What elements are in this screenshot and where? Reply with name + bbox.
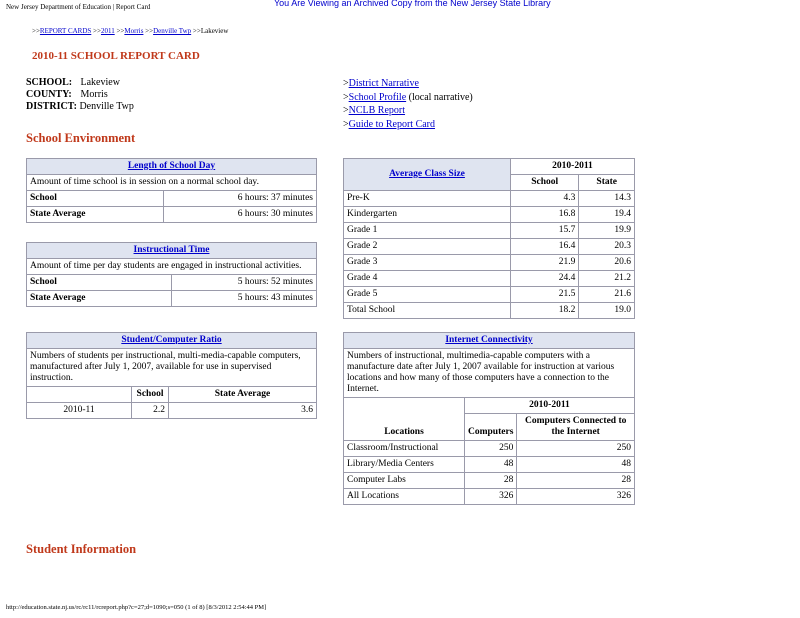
- link-school-profile[interactable]: School Profile: [348, 91, 407, 103]
- section-school-environment: School Environment: [26, 131, 136, 145]
- link-district-narrative[interactable]: District Narrative: [348, 78, 419, 89]
- table-row: Total School 18.2 19.0: [344, 303, 635, 319]
- internet-connectivity-table: Internet Connectivity Numbers of instructional, multimedia-capable computers with a manufacture date after July 1, 2007 available for instruction at various locations and how many of those computers have a connection to the Internet. Locations 2010-2011 Computers Computers Connected to the Internet Classroom/Instructional 250 250 Library/Media Centers 48 48 Computer Labs 28 28 All Locations 326 326: [343, 332, 635, 505]
- instructional-time-description: Amount of time per day students are engaged in instructional activities.: [27, 259, 317, 275]
- school-day-table: [26, 158, 317, 223]
- school-day-description: Amount of time school is in session on a normal school day.: [27, 175, 317, 191]
- county-label: COUNTY:: [26, 89, 72, 100]
- internet-title-link[interactable]: Internet Connectivity: [445, 335, 533, 345]
- internet-description: Numbers of instructional, multimedia-capable computers with a manufacture date after July 1, 2007 available for instruction at various locations and how many of those computers have a connection to the Internet.: [344, 349, 635, 398]
- instructional-time-title-link[interactable]: Instructional Time: [133, 245, 210, 255]
- table-row: Grade 3 21.9 20.6: [344, 255, 635, 271]
- table-row: All Locations 326 326: [344, 489, 635, 505]
- table-row: Kindergarten 16.8 19.4: [344, 207, 635, 223]
- table-row: Grade 5 21.5 21.6: [344, 287, 635, 303]
- district-name: Denville Twp: [79, 101, 134, 112]
- county-name: Morris: [80, 89, 108, 100]
- school-name: Lakeview: [80, 77, 120, 88]
- table-row: Library/Media Centers 48 48: [344, 457, 635, 473]
- page-title: 2010-11 SCHOOL REPORT CARD: [32, 50, 200, 62]
- page-footer-url: http://education.state.nj.us/rc/rc11/rcreport.php?c=27;d=1090;s=050 (1 of 8) [8/3/2012 2:54:44 PM]: [6, 604, 267, 611]
- table-row: State Average 6 hours: 30 minutes: [27, 207, 317, 223]
- computer-ratio-title-link[interactable]: Student/Computer Ratio: [121, 335, 222, 345]
- table-row: 2010-11 2.2 3.6: [27, 403, 317, 419]
- table-row: Grade 4 24.4 21.2: [344, 271, 635, 287]
- table-row: Grade 2 16.4 20.3: [344, 239, 635, 255]
- school-day-title-link[interactable]: Length of School Day: [127, 161, 216, 171]
- breadcrumb-current: Lakeview: [200, 27, 229, 35]
- breadcrumb-county[interactable]: Morris: [124, 27, 144, 35]
- computer-ratio-description: Numbers of students per instructional, multi-media-capable computers, manufactured after July 1, 2007, available for use in supervised instruction.: [27, 349, 317, 387]
- table-row: Grade 1 15.7 19.9: [344, 223, 635, 239]
- breadcrumb-district[interactable]: Denville Twp: [153, 27, 192, 35]
- breadcrumb-report-cards[interactable]: REPORT CARDS: [39, 27, 92, 35]
- table-row: School 6 hours: 37 minutes: [27, 191, 317, 207]
- class-size-table: Average Class Size 2010-2011 School State Pre-K 4.3 14.3 Kindergarten 16.8 19.4 Grade 1 15.7 19.9 Grade 2 16.4 20.3 Grade 3 21.9 20.6 Grade 4 24.4 21.2 Grade 5 21.5 21.6 Total School 18.2 19.0: [343, 158, 635, 319]
- instructional-time-table: [26, 242, 317, 307]
- computer-ratio-table: Student/Computer Ratio Numbers of students per instructional, multi-media-capable computers, manufactured after July 1, 2007, available for use in supervised instruction. School State Average 2010-11 2.2 3.6: [26, 332, 317, 419]
- district-label: DISTRICT:: [26, 101, 77, 112]
- table-row: Pre-K 4.3 14.3: [344, 191, 635, 207]
- link-nclb-report[interactable]: NCLB Report: [348, 105, 406, 116]
- table-row: Computer Labs 28 28: [344, 473, 635, 489]
- page-source-header: New Jersey Department of Education | Report Card: [6, 3, 151, 11]
- side-links: >District Narrative >School Profile (local narrative) >NCLB Report >Guide to Report Card: [343, 78, 473, 130]
- school-label: SCHOOL:: [26, 77, 73, 88]
- link-guide[interactable]: Guide to Report Card: [348, 118, 436, 130]
- archived-notice: You Are Viewing an Archived Copy from the New Jersey State Library: [274, 0, 551, 8]
- breadcrumb-year[interactable]: 2011: [100, 27, 115, 35]
- class-size-title-link[interactable]: Average Class Size: [389, 169, 465, 179]
- table-row: Classroom/Instructional 250 250: [344, 441, 635, 457]
- breadcrumb: >>REPORT CARDS >>2011 >>Morris >>Denville Twp >>Lakeview: [32, 27, 229, 35]
- table-row: State Average 5 hours: 43 minutes: [27, 291, 317, 307]
- school-info: [26, 77, 134, 113]
- table-row: School 5 hours: 52 minutes: [27, 275, 317, 291]
- section-student-information: Student Information: [26, 542, 137, 556]
